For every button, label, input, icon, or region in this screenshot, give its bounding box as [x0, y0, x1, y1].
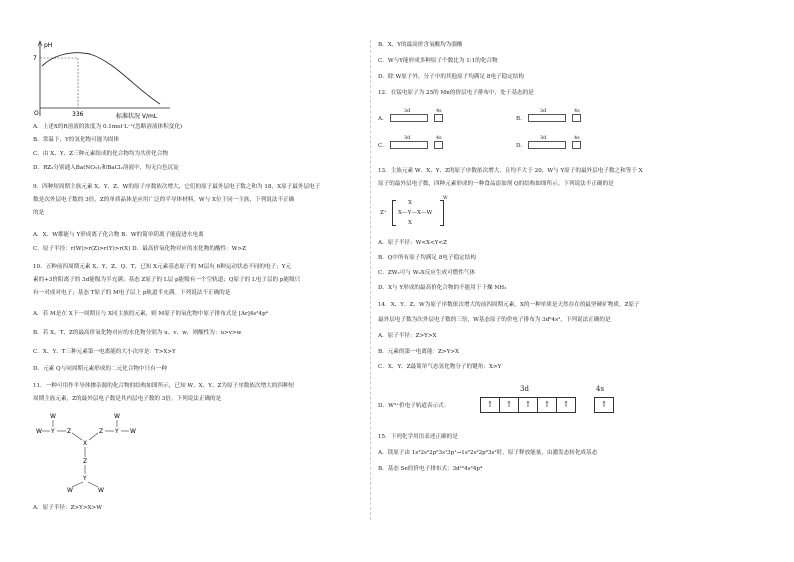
q13-option-c: C．ZW₂可与 W₂X反应生成可燃性气体: [378, 270, 476, 276]
q9-stem-1: 9．四种短周期主族元素 X、Y、Z、W的原子序数依次增大，它们的原子最外层电子数之和为 18，X原子最外层电子: [33, 184, 321, 190]
q14-d-label: D．W³⁺价电子轨道表示式：: [378, 403, 450, 409]
atom-z: Z: [83, 458, 88, 465]
q13-option-a: A．原子半径：W<X<Y<Z: [378, 240, 447, 246]
q9-options-ab: A．X、W都能与 Y形成离子化合物 B．W的简单阴离子能促进水电离: [33, 232, 204, 238]
atom-x: X: [83, 440, 88, 447]
atom-y: Y: [51, 428, 55, 435]
orbital-box: ↑: [500, 397, 519, 413]
q9-options-cd: C．原子半径：r(W)>r(Z)>r(Y)>r(X) D．最高价氧化物对应的水化物的酸性：W>Z: [33, 246, 247, 252]
orbital-box: ↑: [519, 397, 538, 413]
orbital-box: ↑: [538, 397, 557, 413]
right-column-mid: [378, 240, 778, 370]
q12-b-3d-label: 3d: [540, 108, 547, 114]
graph-origin-label: O: [34, 110, 39, 117]
q12-option-b-label: B．: [516, 116, 526, 122]
q8-option-d: D．RZ₂分别通入Ba(NO₃)₂和BaCl₂溶液中，均无白色沉淀: [33, 165, 179, 171]
q12-c-3d-label: 3d: [404, 135, 411, 141]
q11-stem-2: 周期主族元素，Z的最外层电子数是其内层电子数的 3倍。下列说法正确的是: [33, 396, 222, 402]
q11-structure-diagram: [34, 408, 154, 500]
q12-c-4s-box: [434, 141, 443, 149]
q15-option-b: B．基态 Se的价电子排布式：3d¹⁰4s²4p⁴: [378, 466, 483, 472]
q12-stem: 12．在锰电原子为 25的 Mn的价层电子排布中，处于基态的是: [378, 90, 534, 96]
q10-option-c: C．X、Y、T三种元素第一电离能的大小次序是：T>X>Y: [33, 349, 176, 355]
graph-336-label: 336: [72, 111, 84, 118]
q13-charge: W: [443, 196, 448, 201]
q12-d-3d-label: 3d: [540, 135, 547, 141]
q12-option-d-label: D．: [516, 143, 527, 149]
q13-structure: [380, 198, 480, 232]
q13-stem: [378, 168, 778, 188]
q14-stem-2: 最外层电子数为次外层电子数的三倍，W基态原子的价电子排布为 3d⁶4s²，下列说法正确的是: [378, 317, 611, 323]
q10-stem-1: 10．五种前四周期元素 X、Y、Z、Q、T，已知 X元素基态原子的 M层有 6种运动状态不同的电子；Y元: [33, 264, 292, 270]
q11-option-d: D．除 W原子外，分子中的其他原子均满足 8电子稳定结构: [378, 74, 525, 80]
q10-option-a: A．若 M是在 X下一周期且与 X同主族的元素，则 M原子的氧化物中原子排布式是 [Ar]4s²4p⁴: [33, 311, 268, 317]
q13-stem-1: 13．主族元素 W、X、Y、Z的原子序数依次增大，且均不大于 20，W与 Y原子的最外层电子数之和等于 X: [378, 168, 643, 174]
q13-chain: X—Y—X—W: [398, 210, 433, 216]
graph-ph7-label: 7: [33, 55, 37, 62]
q14-d-4s-label: 4s: [596, 385, 605, 393]
q12-c-4s-label: 4s: [436, 135, 442, 141]
q14-d-3d-label: 3d: [520, 385, 529, 393]
q10-option-d: D．元素 Q与同周期元素形成的二元化合物中只有一种: [33, 366, 167, 372]
left-column-text: [33, 124, 368, 390]
q13-z-cation: Z⁺: [380, 210, 387, 216]
atom-w: W: [67, 487, 73, 494]
q12-option-c-label: C．: [378, 143, 388, 149]
q12-d-4s-box: [572, 141, 581, 149]
q11-stem-1: 11．一种可用作半导体掺杂源的化合物的结构如图所示，已知 W、X、Y、Z为原子序数依次增大的四种短: [33, 383, 295, 389]
q12-a-4s-box: [434, 114, 443, 122]
q14-option-c: C．X、Y、Z最简单气态氢化物分子的键角：X>Y: [378, 364, 502, 370]
atom-w: W: [98, 487, 104, 494]
q14-stem-1: 14．X、Y、Z、W为原子序数依次增大的前四周期元素，X的一种单质是天然存在的最坚硬矿物质，Z原子: [378, 302, 640, 308]
q13-bracket-left: [392, 200, 396, 226]
q13-bottom-atom: X: [408, 220, 412, 226]
q10-option-b: B．若 X、T、Z的最高价氧化物对应的水化物分别为 u、v、w，则酸性为：u>v>w: [33, 330, 242, 336]
q10-stem-2: 素的+3价阳离子的 3d能级为半充满；基态 Z原子的 L层 p能级有一个空轨道；Q原子的 L电子层的 p能级只: [33, 277, 301, 283]
q12-a-3d-boxes: [390, 114, 428, 122]
q10-stem-3: 有一对成对电子；基态 T原子的 M电子层上 p轨道半充满。下列说法不正确的是: [33, 290, 231, 296]
q13-option-b: B．Q中所有原子均满足 8电子稳定结构: [378, 255, 476, 261]
q14-option-a: A．原子半径：Z>Y>X: [378, 333, 437, 339]
q12-a-4s-label: 4s: [436, 108, 442, 114]
q12-options: [378, 108, 778, 156]
q13-bracket-right: [440, 200, 444, 226]
q8-option-b: B．常温下，Y的氢化物可能为固体: [33, 137, 120, 143]
right-column-top: [378, 42, 778, 102]
q14-option-d: [378, 385, 678, 419]
q9-stem-2: 数是次外层电子数的 3倍，Z的单质晶体是应用广泛的半导体材料，W与 X位于同一主族，下列说法不正确: [33, 197, 295, 203]
q8-option-c: C．由 X、Y、Z三种元素组成的化合物均为共价化合物: [33, 151, 169, 157]
graph-y-label: pH: [44, 42, 53, 49]
q13-stem-2: 原子的最外层电子数，四种元素形成的一种食品添加剂 Q的结构如图所示。下列说法不正确的是: [378, 181, 614, 187]
ph-curve-graph: [30, 38, 180, 120]
graph-x-label: 标准状况 V/mL: [116, 113, 158, 120]
q12-b-4s-box: [572, 114, 581, 122]
q12-c-3d-boxes: [390, 141, 428, 149]
q12-b-4s-label: 4s: [574, 108, 580, 114]
atom-w: W: [36, 428, 42, 435]
q15-stem: 15．下列化学用语表述正确的是: [378, 434, 458, 440]
q8-option-a: A．上述X的R溶液的浓度为 0.1mol·L⁻¹(忽略溶液体积变化): [33, 124, 183, 130]
orbital-box: ↑: [557, 397, 576, 413]
q14-option-b: B．元素的第一电离能：Z>Y>X: [378, 349, 459, 355]
q11-option-c: C．W与Y能形成多种原子个数比为 1:1的化合物: [378, 58, 498, 64]
q12-option-a-label: A．: [378, 116, 388, 122]
q11-option-a: A．原子半径：Z>Y>X>W: [33, 505, 102, 511]
q12-d-3d-boxes: [528, 141, 566, 149]
q14-d-4s-box: ↑: [594, 397, 614, 413]
column-divider: [370, 40, 371, 520]
right-column-bottom: [378, 434, 778, 484]
q12-b-3d-boxes: [528, 114, 566, 122]
q13-top-atom: X: [408, 200, 412, 206]
q15-option-a: A．镁原子由 1s²2s²2p⁶3s¹3p¹→1s²2s²2p⁶3s²时，原子释放能量，由激发态转化成基态: [378, 450, 598, 456]
q12-a-3d-label: 3d: [404, 108, 411, 114]
q9-stem-3: 的是: [33, 210, 45, 216]
graph-curve: [42, 53, 160, 104]
atom-y: Y: [115, 428, 119, 435]
atom-w: W: [50, 413, 56, 420]
atom-w: W: [130, 428, 136, 435]
q14-d-3d-boxes: [480, 397, 576, 413]
atom-y: Y: [83, 475, 87, 482]
orbital-box: ↑: [480, 397, 500, 413]
q11-option-b: B．X、Y的最高价含氧酸均为强酸: [378, 42, 463, 48]
atom-z: Z: [99, 428, 104, 435]
atom-w: W: [114, 413, 120, 420]
q13-option-d: D．X与 Y形成的最高价化合物的不能用于干燥 NH₃: [378, 285, 507, 291]
atom-z: Z: [67, 428, 72, 435]
q12-d-4s-label: 4s: [574, 135, 580, 141]
